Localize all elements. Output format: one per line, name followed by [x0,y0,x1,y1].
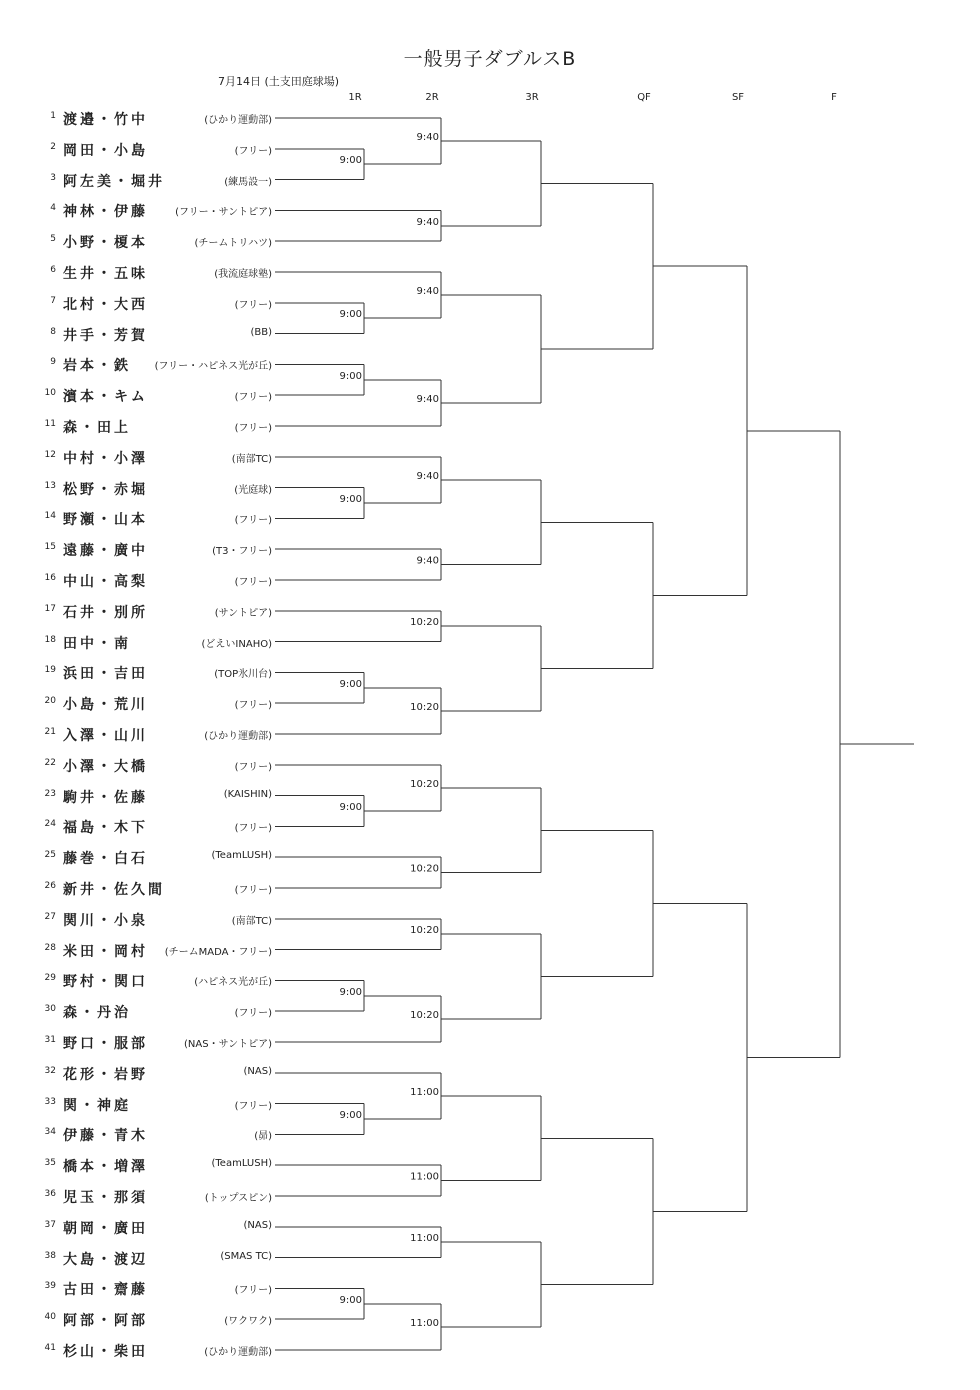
entry-number: 32 [44,1065,56,1076]
entry-number: 24 [44,819,56,830]
round-header-sf: SF [731,92,745,103]
entry-club: (T3・フリー) [212,546,272,558]
entry-team-name: 野村・関口 [63,974,148,991]
entry-club: (フリー) [234,1285,272,1297]
entry-number: 12 [44,449,56,460]
entry-team-name: 森・田上 [63,420,131,436]
entry-number: 29 [44,973,56,984]
entry-number: 7 [50,295,56,306]
match-time-2r: 10:20 [410,778,439,790]
entry-team-name: 伊藤・青木 [63,1128,148,1145]
entry-club: (ワクワク) [224,1316,272,1328]
entry-number: 16 [44,573,56,583]
entry-number: 17 [44,603,56,614]
entry-number: 3 [50,172,56,183]
entry-number: 2 [50,141,56,152]
entry-number: 25 [44,850,56,861]
round-header-3r: 3R [525,92,539,103]
match-time-2r: 10:20 [410,617,439,629]
match-time-2r: 10:20 [410,925,439,937]
entry-club: (チームMADA・フリー) [164,946,272,958]
entry-club: (フリー) [234,515,272,527]
entry-number: 6 [50,265,56,275]
entry-team-name: 野口・服部 [63,1036,148,1052]
entry-club: (ハピネス光が丘) [194,977,272,989]
round-header-1r: 1R [348,92,362,103]
entry-team-name: 小澤・大橋 [63,758,148,775]
entry-club: (フリー) [234,823,272,835]
entry-club: (ひかり運動部) [204,115,272,126]
entry-number: 13 [44,480,56,491]
match-time-1r: 9:00 [339,155,362,167]
date-venue: 7月14日 (土支田庭球場) [218,75,340,88]
entry-club: (TOP氷川台) [214,669,272,681]
entry-team-name: 朝岡・廣田 [63,1220,148,1237]
entry-team-name: 岩本・鉄 [63,358,131,375]
entry-club: (フリー) [234,1100,272,1112]
entry-club: (我流庭球塾) [214,269,272,280]
round-header-f: F [831,92,837,103]
match-time-2r: 11:00 [410,1086,439,1098]
entry-number: 19 [44,665,56,676]
entry-club: (昴) [254,1131,272,1143]
entry-club: (ひかり運動部) [204,1347,272,1358]
entry-club: (TeamLUSH) [211,1158,272,1170]
entry-team-name: 中山・高梨 [63,574,148,590]
entry-number: 18 [44,634,56,645]
entry-club: (フリー) [234,392,272,404]
entry-club: (フリー) [234,299,272,311]
entry-club: (フリー) [234,761,272,773]
entry-team-name: 森・丹治 [63,1005,131,1022]
entry-club: (BB) [250,326,272,338]
entry-team-name: 入澤・山川 [63,728,148,744]
entry-club: (ひかり運動部) [204,731,272,742]
entry-club: (TeamLUSH) [211,850,272,862]
entry-number: 15 [44,542,56,553]
entry-team-name: 阿部・阿部 [63,1313,148,1330]
entry-number: 23 [44,788,56,799]
entry-number: 21 [44,727,56,737]
entry-club: (フリー) [234,423,272,434]
entry-team-name: 野瀬・山本 [63,512,148,529]
match-time-2r: 10:20 [410,863,439,875]
entry-club: (南部TC) [231,915,272,927]
entry-team-name: 児玉・那須 [63,1190,148,1206]
match-time-2r: 11:00 [410,1171,439,1183]
entry-club: (練馬設一) [224,176,272,188]
entry-number: 22 [44,757,56,768]
entry-club: (南部TC) [231,453,272,465]
entry-team-name: 小島・荒川 [63,697,148,714]
match-time-1r: 9:00 [339,370,362,382]
entry-number: 33 [44,1096,56,1107]
entry-club: (光庭球) [234,484,272,496]
entry-team-name: 浜田・吉田 [63,666,148,683]
entry-number: 34 [44,1127,56,1138]
entry-club: (NAS・サントピア) [184,1039,272,1050]
page-title: 一般男子ダブルスB [403,48,577,70]
entry-number: 41 [44,1343,56,1353]
entry-team-name: 小野・榎本 [63,235,148,252]
entry-team-name: 米田・岡村 [63,943,148,960]
match-time-1r: 9:00 [339,986,362,998]
entry-team-name: 花形・岩野 [63,1066,148,1083]
match-time-1r: 9:00 [339,1110,362,1121]
entry-number: 20 [44,696,56,707]
entry-number: 30 [44,1004,56,1015]
entry-team-name: 石井・別所 [63,604,148,621]
match-time-2r: 9:40 [416,555,439,567]
entry-club: (フリー) [234,700,272,712]
entry-number: 36 [44,1189,56,1199]
entry-team-name: 福島・木下 [63,820,148,837]
entry-team-name: 松野・赤堀 [63,481,148,498]
entry-number: 9 [50,357,56,368]
entry-number: 8 [50,326,56,337]
entry-team-name: 駒井・佐藤 [63,789,148,806]
entry-number: 31 [44,1035,56,1045]
entry-club: (フリー) [234,1008,272,1020]
entry-team-name: 渡邉・竹中 [63,112,148,128]
match-time-2r: 10:20 [410,701,439,713]
entry-number: 4 [50,203,56,214]
match-time-2r: 9:40 [416,393,439,405]
entry-club: (チームトリハツ) [194,238,272,250]
entry-team-name: 岡田・小島 [63,142,148,159]
entry-club: (フリー・ハピネス光が丘) [154,361,272,373]
entry-number: 38 [44,1250,56,1261]
entry-number: 40 [44,1312,56,1323]
entry-team-name: 藤巻・白石 [63,851,148,868]
match-time-1r: 9:00 [339,1294,362,1306]
entry-number: 26 [44,881,56,891]
entry-number: 27 [44,911,56,922]
entry-team-name: 生井・五味 [63,266,148,282]
entry-team-name: 新井・佐久間 [63,882,165,898]
entry-team-name: 関川・小泉 [63,912,148,929]
entry-team-name: 神林・伊藤 [63,204,148,221]
entry-number: 1 [50,111,56,121]
entry-number: 5 [50,234,56,245]
entry-team-name: 橋本・増澤 [63,1159,148,1176]
match-time-2r: 9:40 [416,470,439,482]
entry-team-name: 杉山・柴田 [63,1344,148,1360]
entry-team-name: 遠藤・廣中 [63,543,148,560]
entry-number: 39 [44,1281,56,1292]
entry-club: (NAS) [243,1065,272,1077]
match-time-2r: 9:40 [416,286,439,298]
match-time-1r: 9:00 [339,309,362,321]
entry-team-name: 阿左美・堀井 [63,173,165,190]
entry-team-name: 濱本・キム [63,389,148,406]
entry-team-name: 関・神庭 [63,1097,131,1114]
entry-club: (トップスピン) [204,1193,272,1204]
entry-team-name: 中村・小澤 [63,450,148,467]
entry-club: (フリー・サントピア) [175,207,272,219]
entry-number: 11 [44,419,56,429]
entry-club: (SMAS TC) [220,1250,272,1262]
entry-team-name: 古田・齋藤 [63,1282,148,1299]
entry-number: 35 [44,1158,56,1169]
match-time-2r: 9:40 [416,216,439,228]
entry-number: 28 [44,942,56,953]
entry-team-name: 井手・芳賀 [63,327,148,344]
match-time-1r: 9:00 [339,678,362,690]
entry-club: (フリー) [234,577,272,588]
entry-team-name: 田中・南 [63,635,131,652]
entry-number: 14 [44,511,56,522]
entry-club: (フリー) [234,885,272,896]
round-header-qf: QF [637,92,651,103]
entry-club: (フリー) [234,145,272,157]
entry-club: (サントピア) [214,607,272,619]
entry-club: (どえいINAHO) [201,638,272,650]
match-time-1r: 9:00 [339,802,362,813]
match-time-2r: 11:00 [410,1233,439,1245]
entry-number: 37 [44,1219,56,1230]
match-time-2r: 11:00 [410,1317,439,1329]
match-time-2r: 10:20 [410,1009,439,1021]
entry-club: (KAISHIN) [223,788,272,800]
round-header-2r: 2R [425,92,439,103]
entry-team-name: 大島・渡辺 [63,1251,148,1268]
entry-club: (NAS) [243,1219,272,1231]
match-time-2r: 9:40 [416,132,439,144]
entry-number: 10 [44,388,56,399]
entry-team-name: 北村・大西 [63,296,148,313]
match-time-1r: 9:00 [339,494,362,505]
